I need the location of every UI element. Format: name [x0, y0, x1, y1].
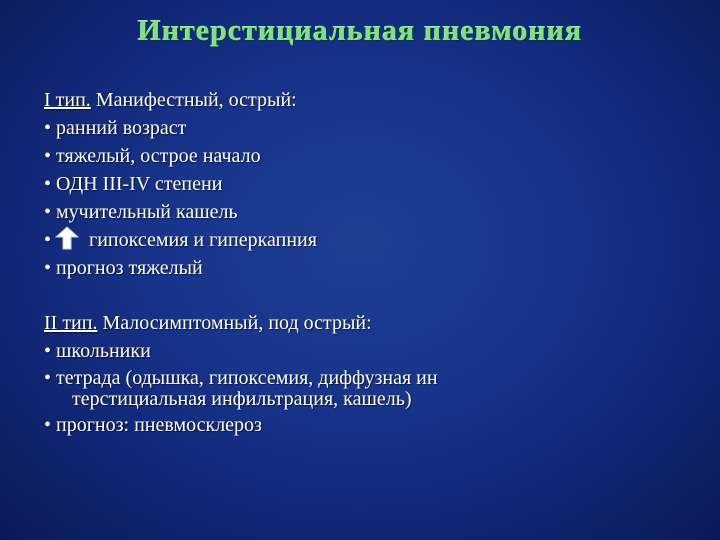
list-item: • тетрада (одышка, гипоксемия, диффузная ин	[44, 367, 438, 389]
bullet-marker: •	[44, 229, 52, 251]
type-2-label: II тип.	[44, 312, 98, 334]
list-item-continuation: терстициальная инфильтрация, кашель)	[72, 388, 412, 410]
list-item-with-arrow	[44, 226, 684, 254]
arrow-item-text: гипоксемия и гиперкапния	[89, 229, 317, 251]
list-item: • мучительный кашель	[44, 201, 238, 223]
slide-title: Интерстициальная пневмония	[137, 14, 583, 47]
list-item: • тяжелый, острое начало	[44, 145, 261, 167]
list-item: • ранний возраст	[44, 117, 187, 139]
type-1-heading	[44, 86, 684, 114]
list-item: • школьники	[44, 340, 151, 362]
type-1-description: Манифестный, острый:	[90, 89, 297, 111]
arrow-up-icon	[55, 226, 79, 250]
list-item: • ОДН III-IV степени	[44, 173, 223, 195]
slide-body	[44, 86, 684, 439]
list-item: • прогноз: пневмосклероз	[44, 414, 262, 436]
type-2-description: Малосимптомный, под острый:	[97, 312, 372, 334]
section-gap	[44, 282, 684, 309]
type-2-heading	[44, 309, 684, 337]
type-1-label: I тип.	[44, 89, 91, 111]
list-item: • прогноз тяжелый	[44, 257, 203, 279]
